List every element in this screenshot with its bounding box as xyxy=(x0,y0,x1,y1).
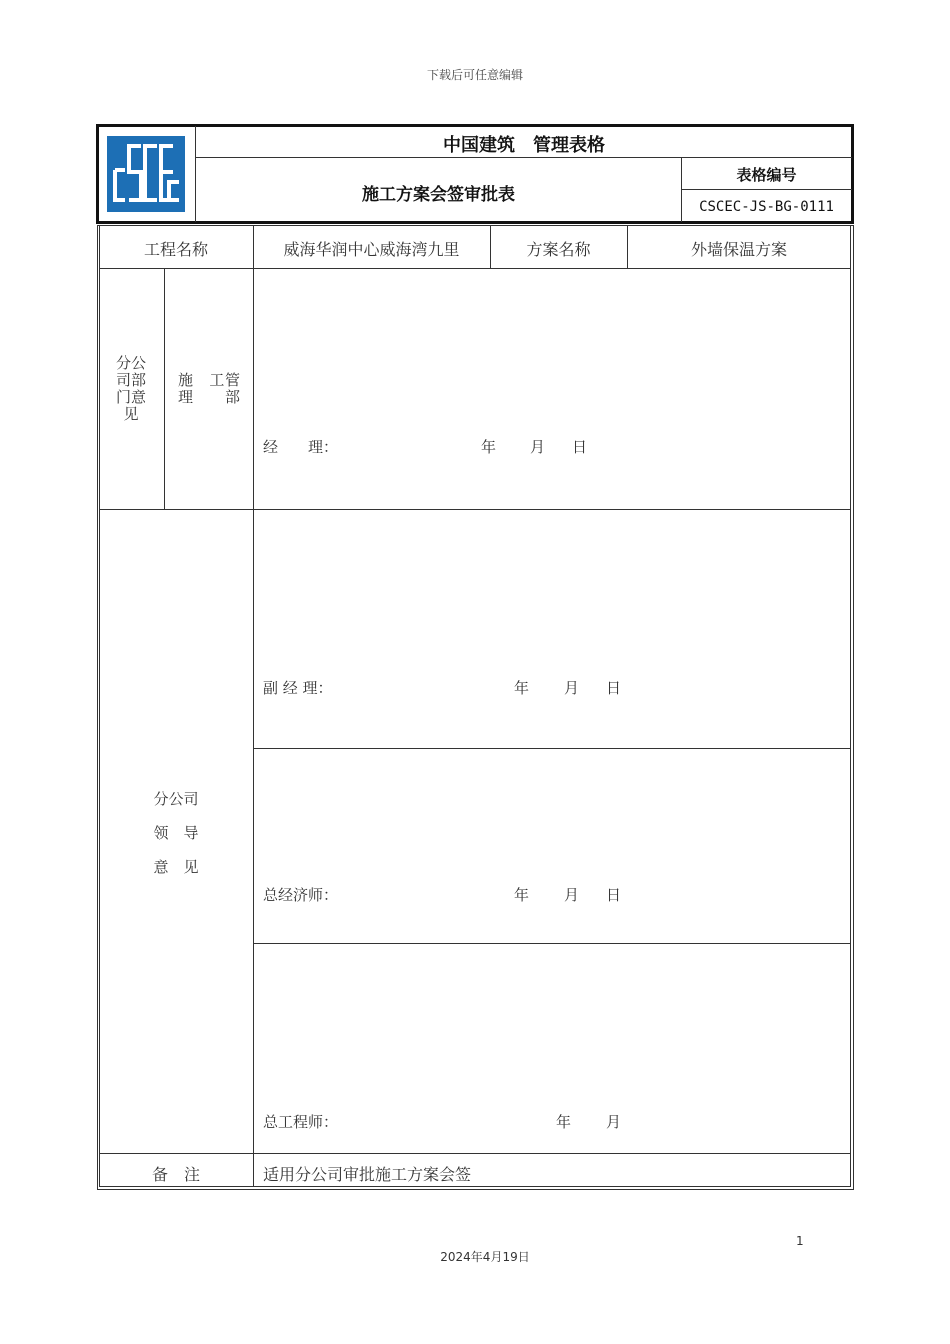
vice-manager-signer-label: 副 经 理： xyxy=(263,679,333,697)
form-code-value: CSCEC-JS-BG-0111 xyxy=(699,199,834,215)
header-note: 下载后可任意编辑 xyxy=(426,68,523,82)
org-title: 中国建筑 管理表格 xyxy=(443,135,605,156)
branch-leader-label-line3: 意 见 xyxy=(153,858,199,876)
manager-date-year: 年 xyxy=(481,438,497,456)
manager-date-month: 月 xyxy=(530,438,546,456)
chief-economist-date-day: 日 xyxy=(606,886,622,904)
page-number: 1 xyxy=(796,1234,804,1248)
vice-manager-date-month: 月 xyxy=(564,679,580,697)
project-name-value: 威海华润中心威海湾九里 xyxy=(283,240,460,259)
vice-manager-date-day: 日 xyxy=(606,679,622,697)
project-name-label: 工程名称 xyxy=(143,240,208,259)
chief-engineer-signer-label: 总工程师： xyxy=(263,1113,339,1131)
remarks-value: 适用分公司审批施工方案会签 xyxy=(263,1165,472,1184)
branch-dept-label: 分公司部门意见 xyxy=(115,354,146,423)
chief-economist-date-year: 年 xyxy=(514,886,530,904)
footer-date: 2024年4月19日 xyxy=(440,1250,530,1264)
manager-date-day: 日 xyxy=(572,438,588,456)
branch-leader-label-line1: 分公司 xyxy=(153,790,199,808)
vice-manager-date-year: 年 xyxy=(514,679,530,697)
chief-engineer-date-month: 月 xyxy=(606,1113,622,1131)
chief-economist-date-month: 月 xyxy=(564,886,580,904)
scheme-name-label: 方案名称 xyxy=(526,240,591,259)
branch-leader-label-line2: 领 导 xyxy=(153,824,199,842)
cscec-logo xyxy=(107,136,185,212)
remarks-label: 备 注 xyxy=(151,1165,200,1184)
frame-left xyxy=(96,124,99,224)
form-title: 施工方案会签审批表 xyxy=(362,185,515,205)
frame-header-bottom xyxy=(96,221,854,224)
frame-top xyxy=(96,124,854,127)
cscec-logo-icon xyxy=(107,136,185,212)
construction-mgmt-dept-label: 施 工管理部 xyxy=(178,371,240,406)
chief-engineer-date-year: 年 xyxy=(556,1113,572,1131)
manager-signer-label: 经 理： xyxy=(263,438,339,456)
scheme-name-value: 外墙保温方案 xyxy=(690,240,787,259)
form-code-label: 表格编号 xyxy=(736,166,797,184)
chief-economist-signer-label: 总经济师： xyxy=(263,886,339,904)
